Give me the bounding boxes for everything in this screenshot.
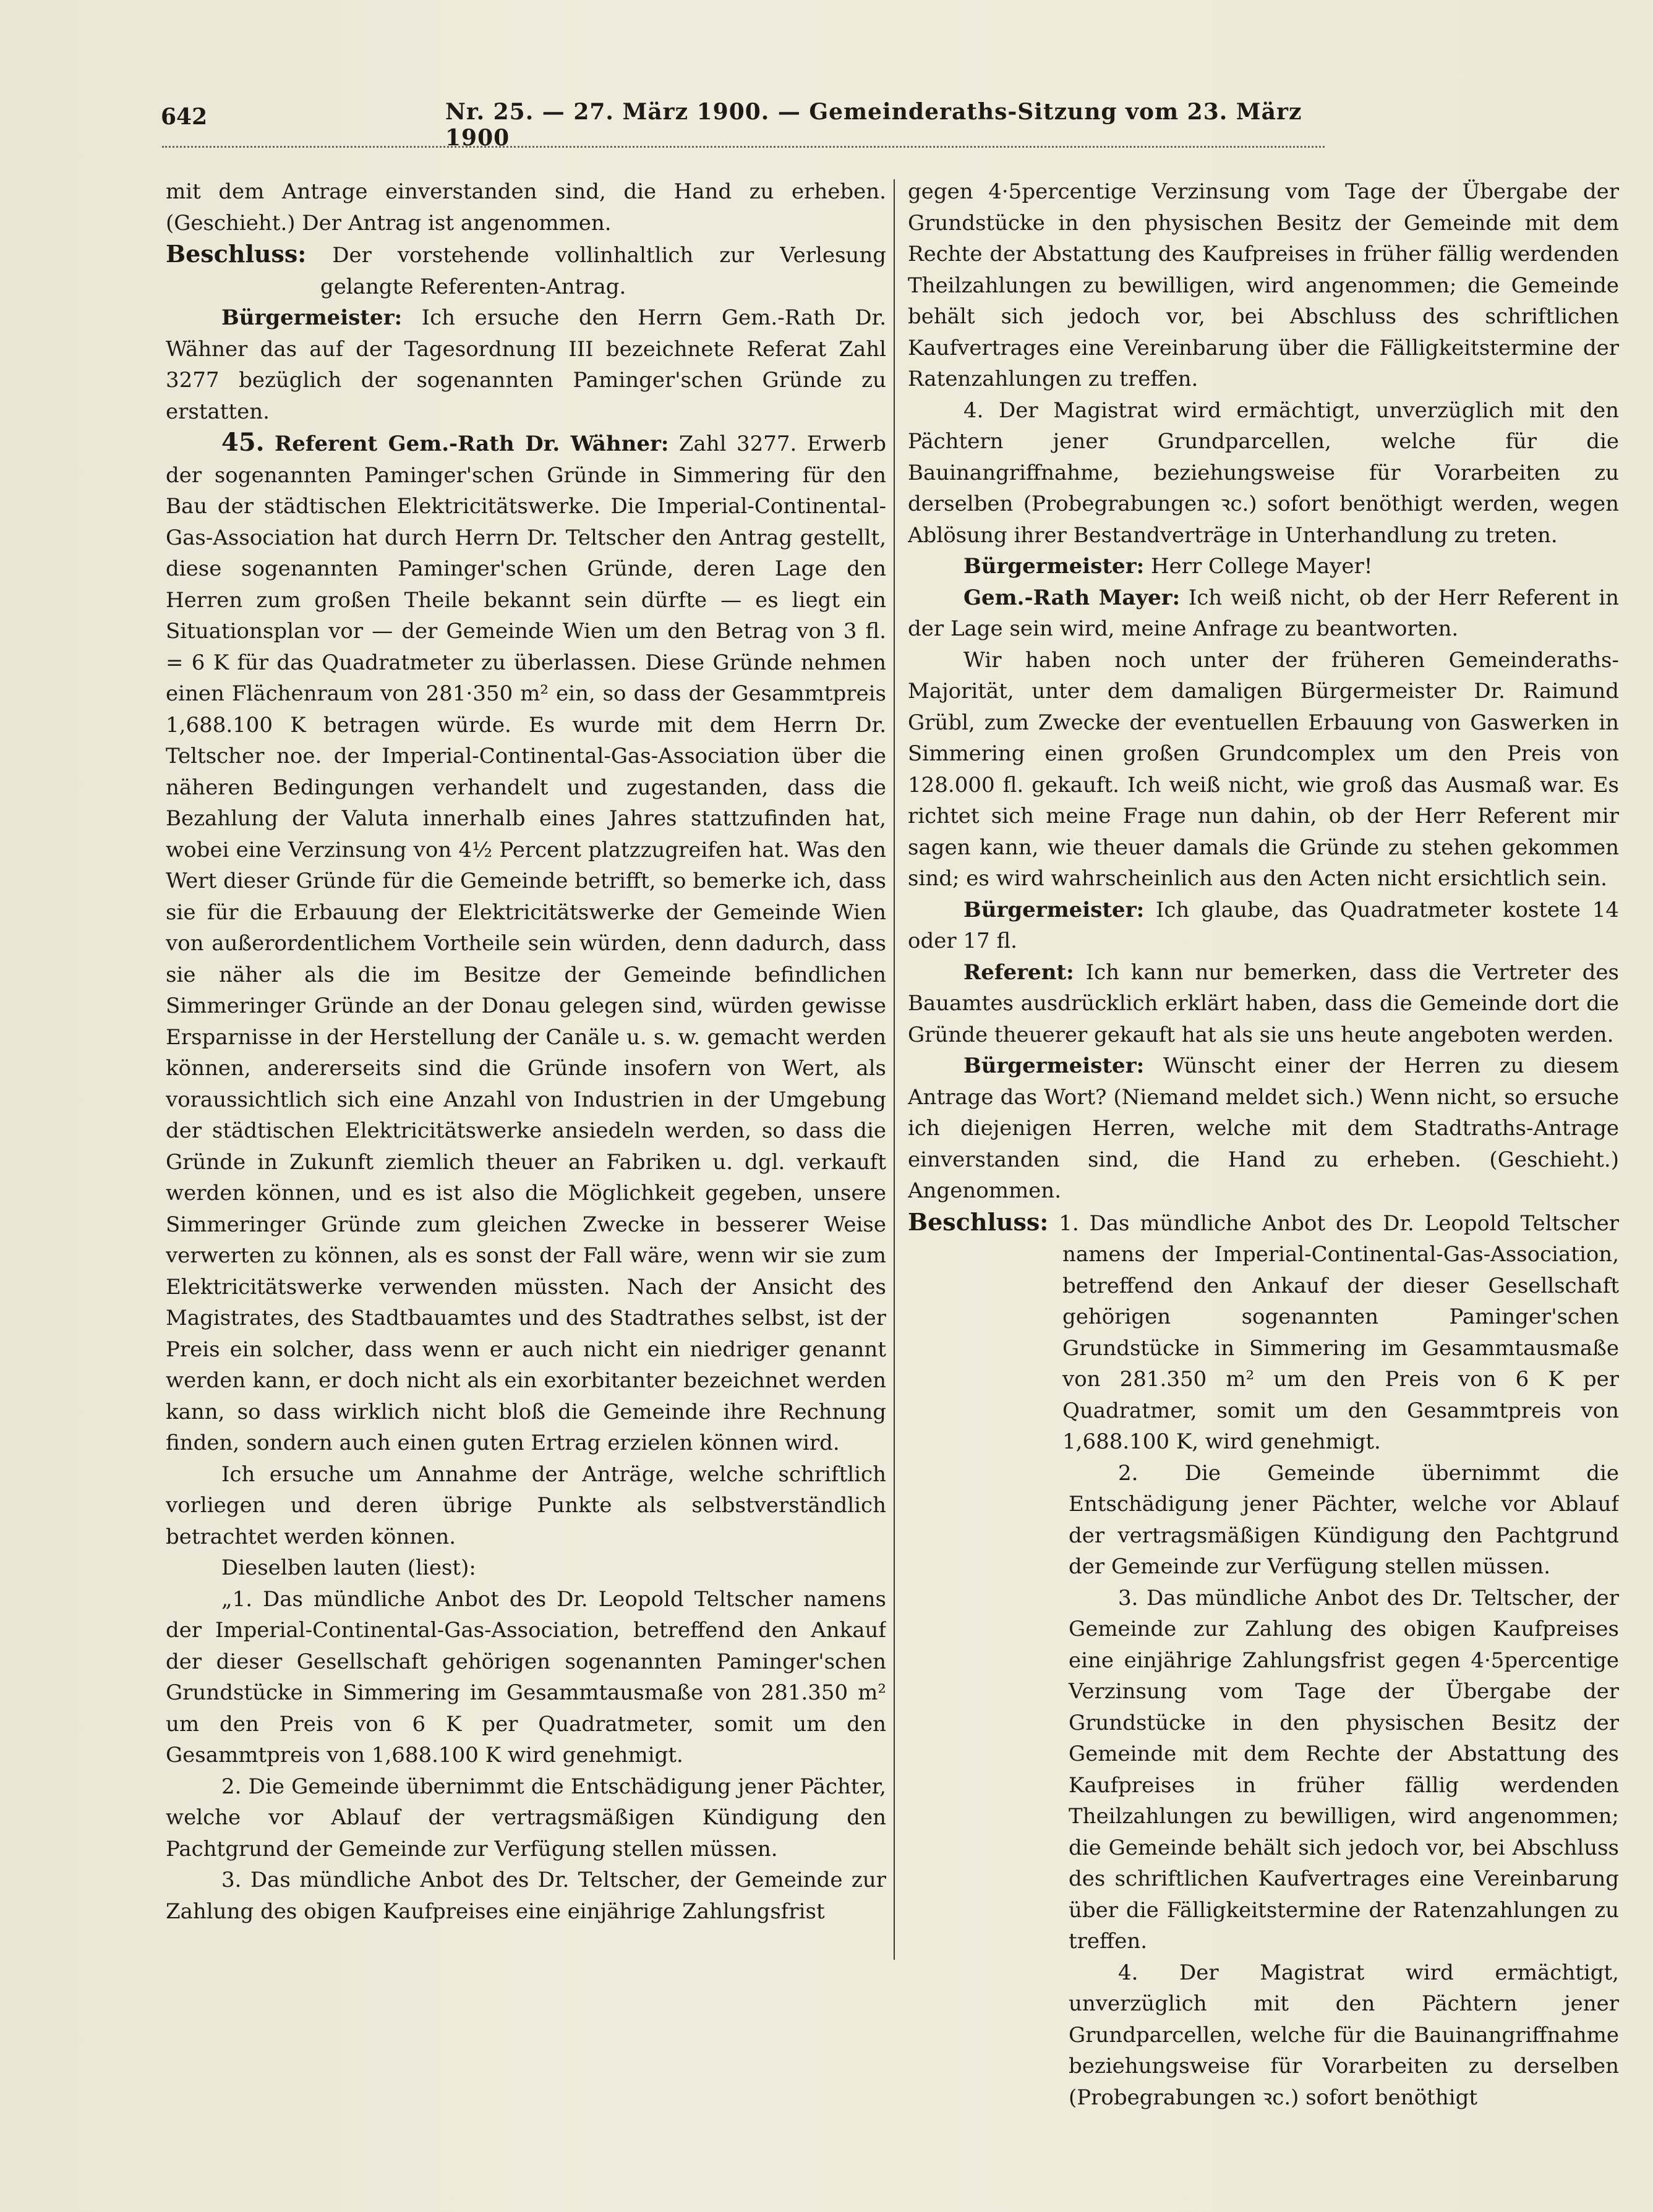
resolution-item: 3. Das mündliche Anbot des Dr. Teltscher, der Gemeinde zur Zahlung des obigen Kaufpreises eine einjährige Zahlungsfrist gegen 4·5percentige Verzinsung vom Tage der Übergabe der Grundstücke in den physischen Besitz der Gemeinde mit dem Rechte der Abstattung des Kaufpreises in früher fällig werdenden Theilzahlungen zu bewilligen, wird angenommen; die Gemeinde behält sich jedoch vor, bei Abschluss des schriftlichen Kaufvertrages eine Vereinbarung über die Fälligkeitstermine der Ratenzahlungen zu treffen. xyxy=(1069,1585,1619,1954)
motion-item: „1. Das mündliche Anbot des Dr. Leopold Teltscher namens der Imperial-Continental-Gas-Association, betreffend den Ankauf der dieser Gesellschaft gehörigen sogenannten Paminger'schen Grundstücke in Simmering im Gesammtausmaße von 281.350 m² um den Preis von 6 K per Quadratmeter, somit um den Gesammtpreis von 1,688.100 K wird genehmigt. xyxy=(166,1586,886,1767)
paragraph: mit dem Antrage einverstanden sind, die Hand zu erheben. (Geschieht.) Der Antrag ist angenommen. xyxy=(166,179,886,236)
speaker-paragraph xyxy=(908,957,1619,1051)
speaker-label: Bürgermeister: xyxy=(963,554,1145,579)
header-title: Nr. 25. — 27. März 1900. — Gemeinderaths-Sitzung vom 23. März 1900 xyxy=(445,99,1302,151)
speaker-text: Wünscht einer der Herren zu diesem Antrage das Wort? (Niemand meldet sich.) Wenn nicht, so ersuche ich diejenigen Herren, welche mit dem Stadtraths-Antrage einverstanden sind, die Hand zu erheben. (Geschieht.) Angenommen. xyxy=(908,1053,1619,1203)
column-divider xyxy=(894,179,895,1960)
speaker-label: Bürgermeister: xyxy=(963,1053,1145,1078)
page-header xyxy=(161,93,1323,151)
speaker-text: Zahl 3277. Erwerb der sogenannten Paminger'schen Gründe in Simmering für den Bau der städtischen Elektricitätswerke. Die Imperial-Continental-Gas-Association hat durch Herrn Dr. Teltscher den Antrag gestellt, diese sogenannten Paminger'schen Gründe, deren Lage den Herren zum großen Theile bekannt sein dürfte — es liegt ein Situationsplan vor — der Gemeinde Wien um den Betrag von 3 fl. = 6 K für das Quadratmeter zu überlassen. Diese Gründe nehmen einen Flächenraum von 281·350 m² ein, so dass der Gesammtpreis 1,688.100 K betragen würde. Es wurde mit dem Herrn Dr. Teltscher noe. der Imperial-Continental-Gas-Association über die näheren Bedingungen verhandelt und zugestanden, dass die Bezahlung der Valuta innerhalb eines Jahres stattzufinden hat, wobei eine Verzinsung von 4½ Percent platzzugreifen hat. Was den Wert dieser Gründe für die Gemeinde betrifft, so bemerke ich, dass sie für die Erbauung der Elektricitätswerke der Gemeinde Wien von außerordentlichem Vortheile sein würden, denn dadurch, dass sie näher als die im Besitze der Gemeinde befindlichen Simmeringer Gründe an der Donau gelegen sind, würden gewisse Ersparnisse in der Herstellung der Canäle u. s. w. gemacht werden können, andererseits sind die Gründe insofern von Wert, als voraussichtlich sich eine Anzahl von Industrien in der Umgebung der städtischen Elektricitätswerke ansiedeln werden, so dass die Gründe in Zukunft ziemlich theuer an Fabriken u. dgl. verkauft werden können, und es ist also die Möglichkeit gegeben, unsere Simmeringer Gründe zum gleichen Zwecke in besserer Weise verwerten zu können, als es sonst der Fall wäre, wenn wir sie zum Elektricitätswerke verwenden müssten. Nach der Ansicht des Magistrates, des Stadtbauamtes und des Stadtrathes selbst, ist der Preis ein solcher, dass wenn er auch nicht ein niedriger genannt werden kann, er doch nicht als ein exorbitanter bezeichnet werden kann, so dass wirklich nicht bloß die Gemeinde ihre Rechnung finden, sondern auch einen guten Ertrag erzielen können wird. xyxy=(166,432,886,1455)
speaker-label: Referent Gem.-Rath Dr. Wähner: xyxy=(275,432,669,456)
resolution-items xyxy=(908,1458,1619,2114)
motion-item: 3. Das mündliche Anbot des Dr. Teltscher, der Gemeinde zur Zahlung des obigen Kaufpreises eine einjährige Zahlungsfrist xyxy=(166,1868,886,1924)
report-paragraph xyxy=(166,427,886,1459)
resolution-paragraph xyxy=(908,1207,1619,1458)
item-number: 45. xyxy=(221,428,265,457)
motion-item: 2. Die Gemeinde übernimmt die Entschädigung jener Pächter, welche vor Ablauf der vertragsmäßigen Kündigung den Pachtgrund der Gemeinde zur Verfügung stellen müssen. xyxy=(166,1774,886,1861)
speaker-label: Gem.-Rath Mayer: xyxy=(963,585,1181,610)
speaker-label: Bürgermeister: xyxy=(221,305,403,330)
resolution-label: Beschluss: xyxy=(166,240,307,268)
right-column xyxy=(908,176,1619,2173)
resolution-paragraph xyxy=(166,239,886,302)
speaker-paragraph xyxy=(908,1050,1619,1207)
speaker-paragraph xyxy=(166,302,886,427)
paragraph: Ich ersuche um Annahme der Anträge, welche schriftlich vorliegen und deren übrige Punkte als selbstverständlich betrachtet werden können. xyxy=(166,1461,886,1549)
paragraph: Dieselben lauten (liest): xyxy=(221,1555,476,1580)
resolution-text: Der vorstehende vollinhaltlich zur Verlesung gelangte Referenten-Antrag. xyxy=(320,243,886,299)
speaker-label: Referent: xyxy=(963,959,1074,985)
resolution-item: 2. Die Gemeinde übernimmt die Entschädigung jener Pächter, welche vor Ablauf der vertragsmäßigen Kündigung den Pachtgrund der Gemeinde zur Verfügung stellen müssen. xyxy=(1069,1460,1619,1579)
resolution-item: 4. Der Magistrat wird ermächtigt, unverzüglich mit den Pächtern jener Grundparcellen, welche für die Bauinangriffnahme beziehungsweise für Vorarbeiten zu derselben (Probegrabungen ꝛc.) sofort benöthigt xyxy=(1069,1960,1619,2110)
header-rule xyxy=(162,146,1325,148)
resolution-text: 1. Das mündliche Anbot des Dr. Leopold Teltscher namens der Imperial-Continental-Gas-Association, betreffend den Ankauf der dieser Gesellschaft gehörigen sogenannten Paminger'schen Grundstücke in Simmering im Gesammtausmaße von 281.350 m² um den Preis von 6 K per Quadratmer, somit um den Gesammtpreis von 1,688.100 K, wird genehmigt. xyxy=(1059,1210,1619,1454)
speaker-label: Bürgermeister: xyxy=(963,897,1145,922)
speaker-paragraph xyxy=(908,551,1619,582)
speaker-text: Ich weiß nicht, ob der Herr Referent in der Lage sein wird, meine Anfrage zu beantworten. xyxy=(908,585,1619,641)
resolution-label: Beschluss: xyxy=(908,1207,1049,1236)
paragraph: Wir haben noch unter der früheren Gemeinderaths-Majorität, unter dem damaligen Bürgermeister Dr. Raimund Grübl, zum Zwecke der eventuellen Erbauung von Gaswerken in Simmering einen großen Grundcomplex um den Preis von 128.000 fl. gekauft. Ich weiß nicht, wie groß das Ausmaß war. Es richtet sich meine Frage nun dahin, ob der Herr Referent mir sagen kann, wie theuer damals die Gründe zu stehen gekommen sind; es wird wahrscheinlich aus den Acten nicht ersichtlich sein. xyxy=(908,647,1619,891)
speaker-text: Ich glaube, das Quadratmeter kostete 14 oder 17 fl. xyxy=(908,897,1619,953)
speaker-text: Ich ersuche den Herrn Gem.-Rath Dr. Wähner das auf der Tagesordnung III bezeichnete Referat Zahl 3277 bezüglich der sogenannten Paminger'schen Gründe zu erstatten. xyxy=(166,305,886,424)
speaker-paragraph xyxy=(908,582,1619,645)
page-number: 642 xyxy=(161,104,208,130)
paragraph: gegen 4·5percentige Verzinsung vom Tage der Übergabe der Grundstücke in den physischen Besitz der Gemeinde mit dem Rechte der Abstattung des Kaufpreises in früher fällig werdenden Theilzahlungen zu bewilligen, wird angenommen; die Gemeinde behält sich jedoch vor, bei Abschluss des schriftlichen Kaufvertrages eine Vereinbarung über die Fälligkeitstermine der Ratenzahlungen zu treffen. xyxy=(908,179,1619,391)
motion-item: 4. Der Magistrat wird ermächtigt, unverzüglich mit den Pächtern jener Grundparcellen, welche für die Bauinangriffnahme, beziehungsweise für Vorarbeiten zu derselben (Probegrabungen ꝛc.) sofort benöthigt werden, wegen Ablösung ihrer Bestandverträge in Unterhandlung zu treten. xyxy=(908,398,1619,548)
speaker-text: Herr College Mayer! xyxy=(1150,554,1373,579)
speaker-paragraph xyxy=(908,895,1619,957)
speaker-text: Ich kann nur bemerken, dass die Vertreter des Bauamtes ausdrücklich erklärt haben, dass die Gemeinde dort die Gründe theuerer gekauft hat als sie uns heute angeboten werden. xyxy=(908,959,1619,1047)
left-column xyxy=(166,176,886,2173)
